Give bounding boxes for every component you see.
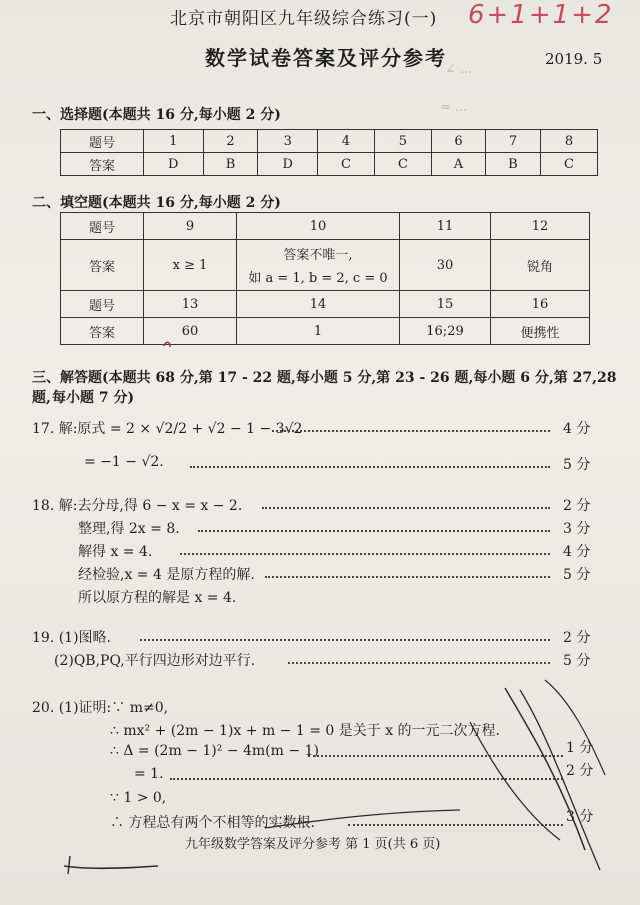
section1-heading: 一、选择题(本题共 16 分,每小题 2 分): [32, 107, 281, 123]
q20-score3: 1 分: [566, 740, 594, 756]
section3-heading-line1: 三、解答题(本题共 68 分,第 17 - 22 题,每小题 5 分,第 23 - 26 题,每小题 6 分,第 27,28 题,: [32, 370, 617, 406]
table-cell: 4: [317, 130, 374, 153]
table-cell: 14: [237, 291, 400, 318]
q18-line1: 18. 解:去分母,得 6 − x = x − 2.: [32, 498, 243, 514]
table-cell: 9: [144, 213, 237, 240]
q17-line1: 17. 解:原式 = 2 × √2/2 + √2 − 1 − 3√2: [32, 421, 303, 437]
q20-score4: 2 分: [566, 763, 594, 779]
table-cell: A: [431, 153, 485, 176]
table-cell: 13: [144, 291, 237, 318]
table-cell: 2: [203, 130, 258, 153]
q20-line1: 20. (1)证明:∵ m≠0,: [32, 700, 169, 716]
pen-stroke: [64, 866, 158, 868]
table-cell: 11: [400, 213, 491, 240]
table-cell: B: [203, 153, 258, 176]
section2-heading: 二、填空题(本题共 16 分,每小题 2 分): [32, 195, 281, 211]
q20-line2: ∴ mx² + (2m − 1)x + m − 1 = 0 是关于 x 的一元二次方程.: [110, 723, 500, 739]
table-cell: 6: [431, 130, 485, 153]
table-cell: 30: [400, 240, 491, 291]
q18-line5: 所以原方程的解是 x = 4.: [78, 590, 237, 606]
table-cell: 16;29: [400, 318, 491, 345]
q20-line4: = 1.: [134, 766, 164, 782]
row-label-answer: 答案: [61, 240, 144, 291]
table-cell: D: [258, 153, 318, 176]
red-pen-mark: [164, 342, 170, 347]
table-cell: 12: [491, 213, 590, 240]
section3-heading-line2: 每小题 7 分): [52, 390, 135, 406]
table-cell: 1: [144, 130, 204, 153]
q20-line5: ∵ 1 > 0,: [110, 790, 167, 806]
q19-line1: 19. (1)图略.: [32, 630, 111, 646]
q18-score4: 5 分: [563, 567, 591, 583]
underline-stroke: [265, 810, 460, 828]
q18-line3: 解得 x = 4.: [78, 544, 153, 560]
q19-score2: 5 分: [563, 653, 591, 669]
q17-score2: 5 分: [563, 457, 591, 473]
table-cell: 7: [485, 130, 540, 153]
pen-stroke: [68, 856, 70, 874]
answer-10-line2: 如 a = 1, b = 2, c = 0: [248, 271, 388, 286]
table-cell: 8: [540, 130, 597, 153]
table-cell: 15: [400, 291, 491, 318]
table-cell: 5: [374, 130, 431, 153]
document-date: 2019. 5: [545, 50, 603, 68]
row-label-number: 题号: [61, 213, 144, 240]
row-label-answer: 答案: [61, 318, 144, 345]
q20-line3: ∴ Δ = (2m − 1)² − 4m(m − 1): [110, 743, 319, 759]
table-cell: x ≥ 1: [144, 240, 237, 291]
table-cell: C: [317, 153, 374, 176]
q18-line2: 整理,得 2x = 8.: [78, 521, 180, 537]
pen-stroke: [520, 690, 600, 870]
table-cell: D: [144, 153, 204, 176]
table-cell: 60: [144, 318, 237, 345]
q18-score1: 2 分: [563, 498, 591, 514]
exam-title-line: 北京市朝阳区九年级综合练习(一): [170, 9, 438, 29]
table-cell: C: [540, 153, 597, 176]
page-footer: 九年级数学答案及评分参考 第 1 页(共 6 页): [185, 837, 441, 852]
answer-sheet-page: ∠ ... ≈ ... 北京市朝阳区九年级综合练习(一) 6+1+1+2 数学试卷答案及评分参考 2019. 5 一、选择题(本题共 16 分,每小题 2 分) 题号 1 2 3 4 5 6 7 8 答案 D B D C C A B C 二、填空题(本题共 16 分,每小题 2 分) 题号 9 10 11 12 答案 x ≥ 1 答案不唯一, 如 a = 1, b = 2, c = 0 30 锐角 题号 13 14 15 16 答案 60 1 16;29 便携性 三、解答题(本题共 68 分,第 17 - 22 题,每小题 5 分,第 23 - 26 题,每小题 6 分,第 27,28 题, 每小题 7 分) 17. 解:原式 = 2 × √2/2 + √2 − 1 − 3√2 4 分 = −1 − √2. 5 分 18. 解:去分母,得 6 − x = x − 2. 2 分 整理,得 2x = 8. 3 分 解得 x = 4. 4 分 经检验,x = 4 是原方程的解. 5 分 所以原方程的解是 x = 4. 19. (1)图略. 2 分 (2)QB,PQ,平行四边形对边平行. 5 分 20. (1)证明:∵ m≠0, ∴ mx² + (2m − 1)x + m − 1 = 0 是关于 x 的一元二次方程. ∴ Δ = (2m − 1)² − 4m(m − 1) 1 分 = 1. 2 分 ∵ 1 > 0, ∴ 方程总有两个不相等的实数根. 3 分 九年级数学答案及评分参考 第 1 页(共 6 页): [0, 0, 640, 905]
q19-line2: (2)QB,PQ,平行四边形对边平行.: [54, 653, 256, 669]
q18-line4: 经检验,x = 4 是原方程的解.: [78, 567, 255, 583]
table-cell: 便携性: [491, 318, 590, 345]
table-cell: C: [374, 153, 431, 176]
table-cell: 锐角: [491, 240, 590, 291]
table-cell: B: [485, 153, 540, 176]
pen-stroke: [545, 680, 605, 775]
q17-score1: 4 分: [563, 421, 591, 437]
q18-score3: 4 分: [563, 544, 591, 560]
row-label-answer: 答案: [61, 153, 144, 176]
document-title: 数学试卷答案及评分参考: [205, 46, 447, 70]
q20-score6: 3 分: [566, 809, 594, 825]
table-cell: 1: [237, 318, 400, 345]
answer-10-line1: 答案不唯一,: [283, 248, 353, 263]
row-label-number: 题号: [61, 291, 144, 318]
table-cell: 16: [491, 291, 590, 318]
q18-score2: 3 分: [563, 521, 591, 537]
q20-line6: ∴ 方程总有两个不相等的实数根.: [110, 815, 315, 831]
handwritten-score: 6+1+1+2: [468, 0, 614, 30]
q19-score1: 2 分: [563, 630, 591, 646]
row-label-number: 题号: [61, 130, 144, 153]
table-cell: 10: [237, 213, 400, 240]
table-cell: 3: [258, 130, 318, 153]
q17-line2: = −1 − √2.: [84, 454, 164, 470]
